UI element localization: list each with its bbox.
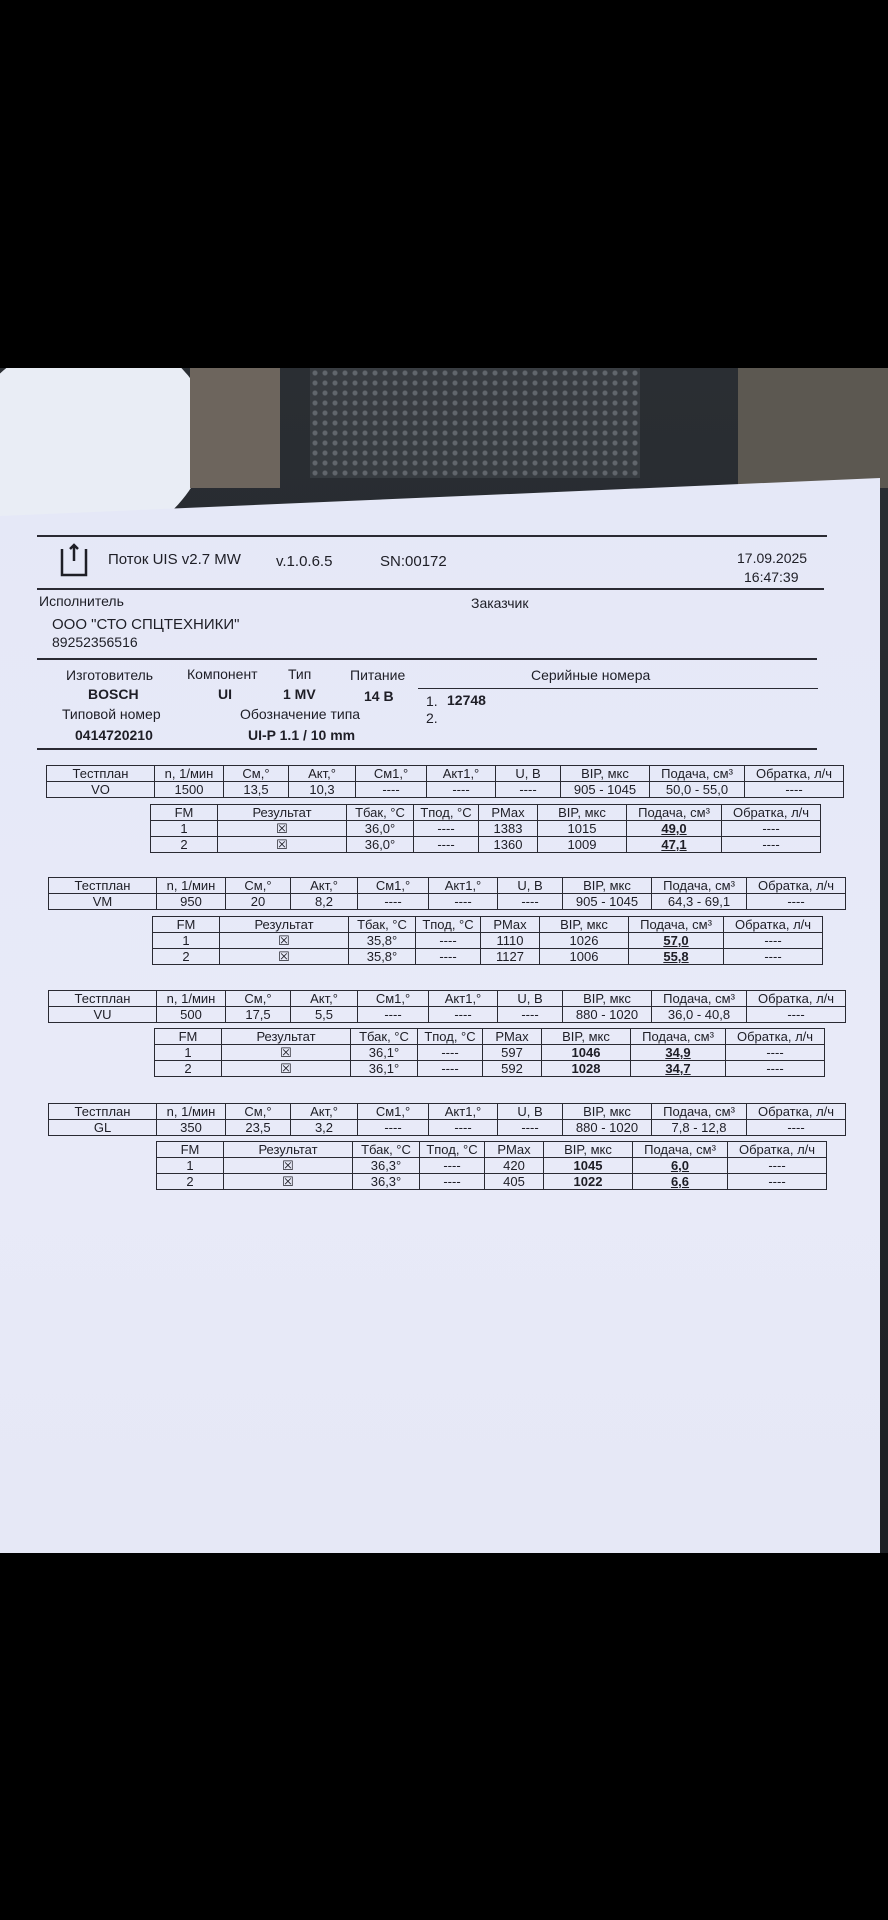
machine-serial: SN:00172 bbox=[380, 553, 447, 570]
column-header: Акт,° bbox=[289, 766, 356, 782]
table-cell: 1026 bbox=[540, 933, 629, 949]
column-header: U, В bbox=[496, 766, 561, 782]
column-header: См1,° bbox=[358, 991, 429, 1007]
table-cell: 36,0° bbox=[347, 821, 414, 837]
column-header: BIP, мкс bbox=[563, 1104, 652, 1120]
checkbox-icon: ☒ bbox=[222, 1045, 351, 1061]
power-value: 14 В bbox=[364, 688, 394, 704]
table-row bbox=[153, 933, 823, 949]
table-cell: ---- bbox=[726, 1061, 825, 1077]
checkbox-icon: ☒ bbox=[220, 933, 349, 949]
test-plan-table bbox=[48, 877, 846, 910]
table-cell: 500 bbox=[157, 1007, 226, 1023]
program-name: Поток UIS v2.7 MW bbox=[108, 551, 241, 568]
type-label: Тип bbox=[288, 666, 312, 682]
serials-rule bbox=[418, 688, 818, 689]
table-row bbox=[151, 821, 821, 837]
column-header: См1,° bbox=[358, 1104, 429, 1120]
column-header: n, 1/мин bbox=[157, 878, 226, 894]
column-header: Подача, см³ bbox=[652, 878, 747, 894]
model-value: 0414720210 bbox=[75, 727, 153, 743]
checkbox-icon: ☒ bbox=[220, 949, 349, 965]
column-header: n, 1/мин bbox=[157, 991, 226, 1007]
table-cell: ---- bbox=[722, 837, 821, 853]
table-cell: 592 bbox=[483, 1061, 542, 1077]
table-cell: ---- bbox=[420, 1174, 485, 1190]
table-cell: ---- bbox=[358, 894, 429, 910]
table-cell: 1022 bbox=[544, 1174, 633, 1190]
table-cell: 2 bbox=[157, 1174, 224, 1190]
table-cell: 905 - 1045 bbox=[563, 894, 652, 910]
table-cell: ---- bbox=[416, 933, 481, 949]
table-row bbox=[47, 782, 844, 798]
table-cell: ---- bbox=[420, 1158, 485, 1174]
test-results-table bbox=[150, 804, 821, 853]
column-header: Акт1,° bbox=[429, 991, 498, 1007]
designation-label: Обозначение типа bbox=[240, 706, 361, 722]
table-cell: ---- bbox=[358, 1120, 429, 1136]
table-cell: 34,9 bbox=[631, 1045, 726, 1061]
column-header: Обратка, л/ч bbox=[747, 878, 846, 894]
table-cell: ---- bbox=[429, 1007, 498, 1023]
table-cell: 1028 bbox=[542, 1061, 631, 1077]
table-cell: 1360 bbox=[479, 837, 538, 853]
customer-label: Заказчик bbox=[471, 595, 529, 611]
column-header: Tбак, °C bbox=[353, 1142, 420, 1158]
test-plan-table bbox=[48, 1103, 846, 1136]
table-cell: ---- bbox=[498, 1120, 563, 1136]
table-header-row bbox=[155, 1029, 825, 1045]
table-cell: 1045 bbox=[544, 1158, 633, 1174]
table-cell: 36,0° bbox=[347, 837, 414, 853]
serial-2-index: 2. bbox=[426, 710, 438, 726]
column-header: n, 1/мин bbox=[157, 1104, 226, 1120]
column-header: Подача, см³ bbox=[633, 1142, 728, 1158]
column-header: FM bbox=[157, 1142, 224, 1158]
table-cell: 1383 bbox=[479, 821, 538, 837]
column-header: Акт,° bbox=[291, 878, 358, 894]
column-header: U, В bbox=[498, 1104, 563, 1120]
table-cell: ---- bbox=[722, 821, 821, 837]
table-header-row bbox=[49, 1104, 846, 1120]
column-header: Акт,° bbox=[291, 1104, 358, 1120]
table-cell: 7,8 - 12,8 bbox=[652, 1120, 747, 1136]
table-cell: 36,0 - 40,8 bbox=[652, 1007, 747, 1023]
table-cell: 35,8° bbox=[349, 933, 416, 949]
table-row bbox=[49, 894, 846, 910]
table-header-row bbox=[49, 878, 846, 894]
column-header: Tбак, °C bbox=[351, 1029, 418, 1045]
column-header: Обратка, л/ч bbox=[745, 766, 844, 782]
manufacturer-value: BOSCH bbox=[88, 686, 139, 702]
table-cell: 36,3° bbox=[353, 1174, 420, 1190]
column-header: BIP, мкс bbox=[563, 878, 652, 894]
table-cell: ---- bbox=[427, 782, 496, 798]
column-header: Результат bbox=[220, 917, 349, 933]
column-header: BIP, мкс bbox=[540, 917, 629, 933]
column-header: Обратка, л/ч bbox=[722, 805, 821, 821]
table-cell: 13,5 bbox=[224, 782, 289, 798]
manufacturer-label: Изготовитель bbox=[66, 667, 154, 683]
table-cell: 20 bbox=[226, 894, 291, 910]
table-cell: 57,0 bbox=[629, 933, 724, 949]
column-header: Обратка, л/ч bbox=[726, 1029, 825, 1045]
column-header: Подача, см³ bbox=[629, 917, 724, 933]
table-cell: 8,2 bbox=[291, 894, 358, 910]
table-cell: 905 - 1045 bbox=[561, 782, 650, 798]
table-cell: ---- bbox=[724, 949, 823, 965]
column-header: FM bbox=[151, 805, 218, 821]
table-cell: 1015 bbox=[538, 821, 627, 837]
column-header: Подача, см³ bbox=[652, 991, 747, 1007]
table-cell: VO bbox=[47, 782, 155, 798]
column-header: Тестплан bbox=[49, 991, 157, 1007]
table-cell: 5,5 bbox=[291, 1007, 358, 1023]
column-header: PMax bbox=[483, 1029, 542, 1045]
table-row bbox=[155, 1045, 825, 1061]
table-cell: ---- bbox=[728, 1158, 827, 1174]
table-cell: ---- bbox=[747, 1120, 846, 1136]
table-cell: ---- bbox=[429, 894, 498, 910]
column-header: PMax bbox=[481, 917, 540, 933]
table-cell: 1500 bbox=[155, 782, 224, 798]
column-header: Tпод, °C bbox=[416, 917, 481, 933]
column-header: Результат bbox=[224, 1142, 353, 1158]
table-cell: ---- bbox=[418, 1045, 483, 1061]
table-cell: ---- bbox=[728, 1174, 827, 1190]
column-header: Tпод, °C bbox=[414, 805, 479, 821]
table-cell: 36,3° bbox=[353, 1158, 420, 1174]
table-cell: ---- bbox=[429, 1120, 498, 1136]
executor-label: Исполнитель bbox=[39, 593, 124, 609]
table-header-row bbox=[49, 991, 846, 1007]
column-header: Тестплан bbox=[47, 766, 155, 782]
table-row bbox=[49, 1120, 846, 1136]
table-cell: 35,8° bbox=[349, 949, 416, 965]
table-row bbox=[157, 1158, 827, 1174]
designation-value: UI-P 1.1 / 10 mm bbox=[248, 727, 356, 743]
column-header: См,° bbox=[224, 766, 289, 782]
header-bottom-rule bbox=[37, 588, 824, 590]
table-cell: ---- bbox=[724, 933, 823, 949]
table-cell: 1046 bbox=[542, 1045, 631, 1061]
table-cell: ---- bbox=[414, 821, 479, 837]
column-header: FM bbox=[153, 917, 220, 933]
table-cell: GL bbox=[49, 1120, 157, 1136]
table-cell: 1 bbox=[155, 1045, 222, 1061]
table-row bbox=[155, 1061, 825, 1077]
column-header: Тестплан bbox=[49, 1104, 157, 1120]
table-header-row bbox=[151, 805, 821, 821]
column-header: Акт,° bbox=[291, 991, 358, 1007]
column-header: BIP, мкс bbox=[542, 1029, 631, 1045]
table-row bbox=[49, 1007, 846, 1023]
parties-rule bbox=[37, 658, 817, 660]
checkbox-icon: ☒ bbox=[222, 1061, 351, 1077]
table-header-row bbox=[153, 917, 823, 933]
table-cell: 36,1° bbox=[351, 1045, 418, 1061]
type-value: 1 MV bbox=[283, 686, 316, 702]
column-header: См1,° bbox=[358, 878, 429, 894]
table-cell: 950 bbox=[157, 894, 226, 910]
table-cell: 1 bbox=[157, 1158, 224, 1174]
column-header: Обратка, л/ч bbox=[728, 1142, 827, 1158]
table-cell: ---- bbox=[418, 1061, 483, 1077]
serial-1-index: 1. bbox=[426, 693, 438, 709]
table-cell: ---- bbox=[745, 782, 844, 798]
test-plan-table bbox=[48, 990, 846, 1023]
table-cell: 64,3 - 69,1 bbox=[652, 894, 747, 910]
checkbox-icon: ☒ bbox=[224, 1158, 353, 1174]
column-header: Tпод, °C bbox=[418, 1029, 483, 1045]
table-cell: ---- bbox=[747, 1007, 846, 1023]
column-header: FM bbox=[155, 1029, 222, 1045]
table-cell: 420 bbox=[485, 1158, 544, 1174]
column-header: Подача, см³ bbox=[652, 1104, 747, 1120]
column-header: Акт1,° bbox=[429, 878, 498, 894]
table-cell: 597 bbox=[483, 1045, 542, 1061]
executor-phone: 89252356516 bbox=[52, 634, 138, 650]
column-header: BIP, мкс bbox=[563, 991, 652, 1007]
column-header: Tпод, °C bbox=[420, 1142, 485, 1158]
column-header: Обратка, л/ч bbox=[724, 917, 823, 933]
checkbox-icon: ☒ bbox=[218, 821, 347, 837]
column-header: n, 1/мин bbox=[155, 766, 224, 782]
column-header: Результат bbox=[218, 805, 347, 821]
model-label: Типовой номер bbox=[62, 706, 161, 722]
table-cell: 1009 bbox=[538, 837, 627, 853]
table-header-row bbox=[157, 1142, 827, 1158]
table-cell: ---- bbox=[416, 949, 481, 965]
column-header: Тестплан bbox=[49, 878, 157, 894]
serial-1-value: 12748 bbox=[447, 692, 486, 708]
table-cell: 1110 bbox=[481, 933, 540, 949]
component-value: UI bbox=[218, 686, 232, 702]
serials-label: Серийные номера bbox=[531, 667, 651, 683]
header-top-rule bbox=[37, 535, 827, 537]
column-header: Результат bbox=[222, 1029, 351, 1045]
test-results-table bbox=[152, 916, 823, 965]
table-cell: 405 bbox=[485, 1174, 544, 1190]
table-cell: 34,7 bbox=[631, 1061, 726, 1077]
column-header: Tбак, °C bbox=[347, 805, 414, 821]
table-cell: ---- bbox=[358, 1007, 429, 1023]
table-cell: 47,1 bbox=[627, 837, 722, 853]
table-cell: 6,6 bbox=[633, 1174, 728, 1190]
column-header: Акт1,° bbox=[429, 1104, 498, 1120]
table-cell: 3,2 bbox=[291, 1120, 358, 1136]
component-label: Компонент bbox=[187, 666, 258, 682]
device-rule bbox=[37, 748, 817, 750]
column-header: Обратка, л/ч bbox=[747, 1104, 846, 1120]
column-header: Акт1,° bbox=[427, 766, 496, 782]
table-cell: 880 - 1020 bbox=[563, 1120, 652, 1136]
table-row bbox=[151, 837, 821, 853]
checkbox-icon: ☒ bbox=[218, 837, 347, 853]
table-cell: ---- bbox=[726, 1045, 825, 1061]
table-cell: ---- bbox=[498, 1007, 563, 1023]
column-header: См1,° bbox=[356, 766, 427, 782]
table-cell: VU bbox=[49, 1007, 157, 1023]
table-cell: 1 bbox=[153, 933, 220, 949]
logo-icon bbox=[60, 543, 88, 577]
column-header: См,° bbox=[226, 991, 291, 1007]
report-time: 16:47:39 bbox=[744, 569, 799, 585]
table-cell: 23,5 bbox=[226, 1120, 291, 1136]
table-cell: VM bbox=[49, 894, 157, 910]
column-header: См,° bbox=[226, 1104, 291, 1120]
table-cell: ---- bbox=[498, 894, 563, 910]
column-header: BIP, мкс bbox=[561, 766, 650, 782]
test-plan-table bbox=[46, 765, 844, 798]
column-header: U, В bbox=[498, 878, 563, 894]
column-header: Обратка, л/ч bbox=[747, 991, 846, 1007]
table-cell: 2 bbox=[155, 1061, 222, 1077]
table-header-row bbox=[47, 766, 844, 782]
column-header: Подача, см³ bbox=[650, 766, 745, 782]
column-header: Tбак, °C bbox=[349, 917, 416, 933]
table-cell: 6,0 bbox=[633, 1158, 728, 1174]
executor-name: ООО "СТО СПЦТЕХНИКИ" bbox=[52, 616, 240, 633]
table-cell: 49,0 bbox=[627, 821, 722, 837]
table-cell: 50,0 - 55,0 bbox=[650, 782, 745, 798]
table-cell: ---- bbox=[414, 837, 479, 853]
column-header: Подача, см³ bbox=[631, 1029, 726, 1045]
table-cell: 350 bbox=[157, 1120, 226, 1136]
test-results-table bbox=[156, 1141, 827, 1190]
table-cell: 1127 bbox=[481, 949, 540, 965]
table-cell: 55,8 bbox=[629, 949, 724, 965]
table-cell: 36,1° bbox=[351, 1061, 418, 1077]
report-date: 17.09.2025 bbox=[737, 550, 808, 566]
column-header: Подача, см³ bbox=[627, 805, 722, 821]
column-header: BIP, мкс bbox=[538, 805, 627, 821]
table-row bbox=[157, 1174, 827, 1190]
column-header: BIP, мкс bbox=[544, 1142, 633, 1158]
test-results-table bbox=[154, 1028, 825, 1077]
column-header: PMax bbox=[485, 1142, 544, 1158]
column-header: См,° bbox=[226, 878, 291, 894]
table-row bbox=[153, 949, 823, 965]
table-cell: ---- bbox=[356, 782, 427, 798]
table-cell: ---- bbox=[496, 782, 561, 798]
table-cell: 2 bbox=[151, 837, 218, 853]
table-cell: 17,5 bbox=[226, 1007, 291, 1023]
table-cell: ---- bbox=[747, 894, 846, 910]
table-cell: 2 bbox=[153, 949, 220, 965]
table-cell: 10,3 bbox=[289, 782, 356, 798]
column-header: U, В bbox=[498, 991, 563, 1007]
program-version: v.1.0.6.5 bbox=[276, 553, 333, 570]
checkbox-icon: ☒ bbox=[224, 1174, 353, 1190]
table-cell: 880 - 1020 bbox=[563, 1007, 652, 1023]
table-cell: 1006 bbox=[540, 949, 629, 965]
column-header: PMax bbox=[479, 805, 538, 821]
table-cell: 1 bbox=[151, 821, 218, 837]
power-label: Питание bbox=[350, 667, 406, 683]
